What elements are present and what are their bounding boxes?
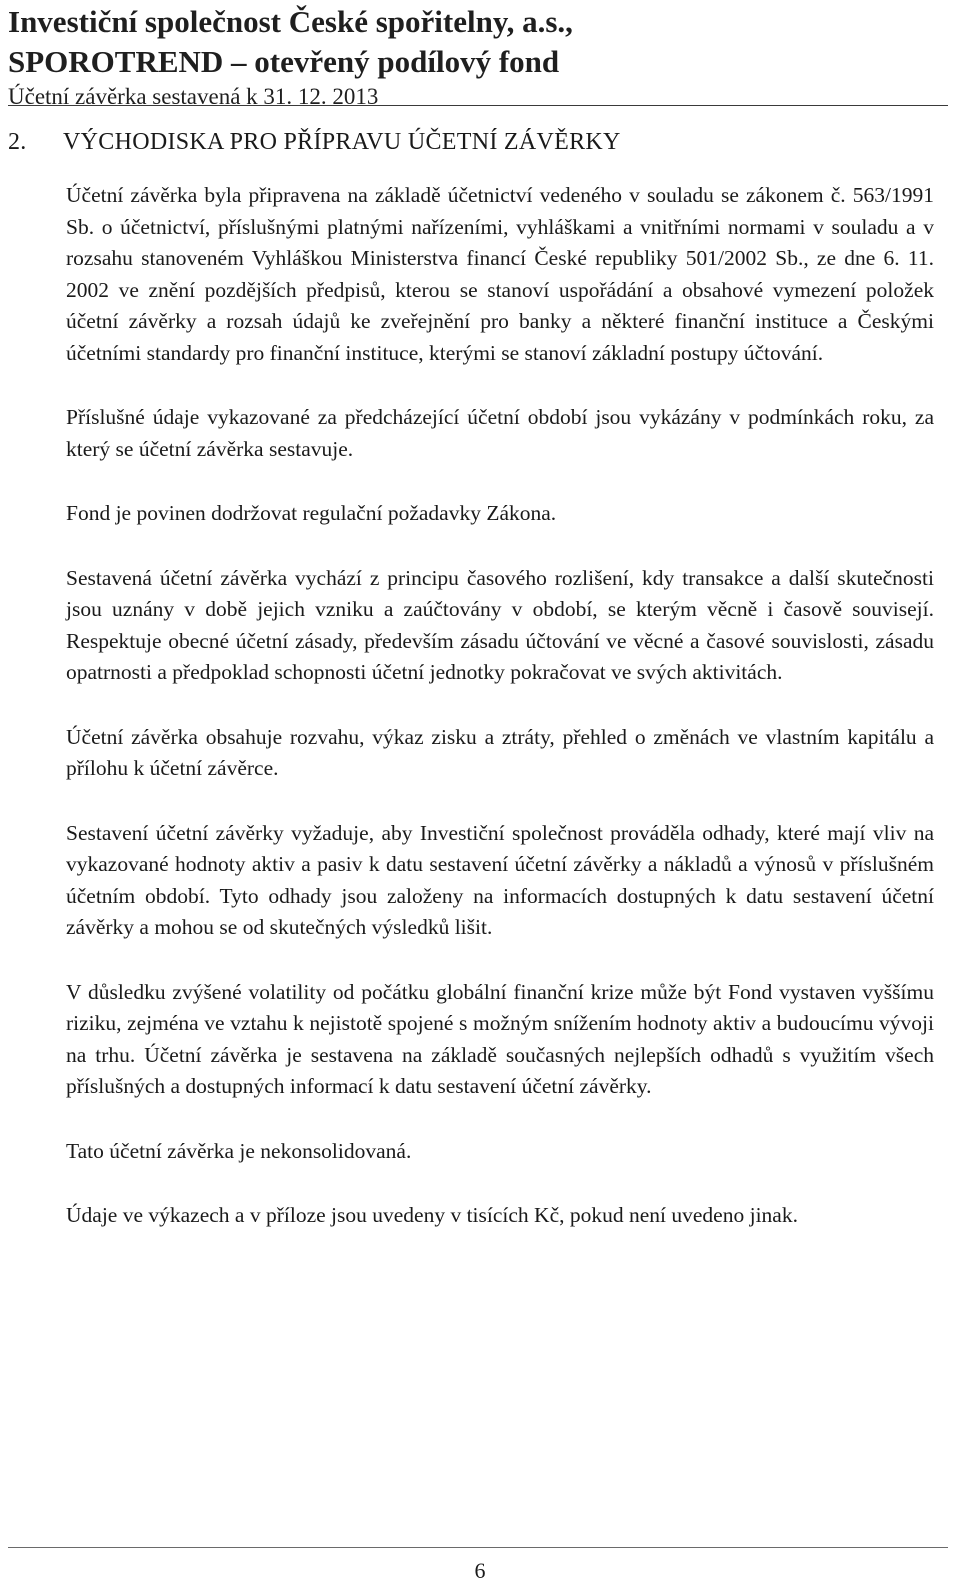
paragraph-units: Údaje ve výkazech a v příloze jsou uvedeny v tisících Kč, pokud není uvedeno jinak.: [66, 1203, 798, 1227]
fund-name: SPOROTREND – otevřený podílový fond: [8, 44, 560, 79]
section-heading: [8, 126, 621, 158]
document-header: [8, 2, 948, 112]
section-title: VÝCHODISKA PRO PŘÍPRAVU ÚČETNÍ ZÁVĚRKY: [63, 129, 621, 155]
paragraph-regulatory-requirements: Fond je povinen dodržovat regulační požadavky Zákona.: [66, 501, 557, 525]
section-number: 2.: [8, 129, 27, 155]
section-body: [66, 180, 934, 1265]
paragraph-comparative-data: Příslušné údaje vykazované za předcházející účetní období jsou vykázány v podmínkách roku, za který se účetní závěrka sestavuje.: [66, 405, 934, 461]
company-name: Investiční společnost České spořitelny, a.s.,: [8, 4, 573, 39]
paragraph-non-consolidated: Tato účetní závěrka je nekonsolidovaná.: [66, 1138, 412, 1163]
paragraph-estimates: Sestavení účetní závěrky vyžaduje, aby Investiční společnost prováděla odhady, které mají vliv na vykazované hodnoty aktiv a pasiv k datu sestavení účetní závěrky a nákladů a výnosů v příslušném účetním období. Tyto odhady jsou založeny na informacích dostupných k datu sestavení účetní závěrky a mohou se od skutečných výsledků lišit.: [66, 820, 934, 939]
paragraph-basis-of-preparation: Účetní závěrka byla připravena na základě účetnictví vedeného v souladu se zákonem č. 563/1991 Sb. o účetnictví, příslušnými platnými nařízeními, vyhláškami a vnitřními normami v souladu a v rozsahu stanoveném Vyhláškou Ministerstva financí České republiky 501/2002 Sb., ze dne 6. 11. 2002 ve znění pozdějších předpisů, kterou se stanoví uspořádání a obsahové vymezení položek účetní závěrky a rozsah údajů ke zveřejnění pro banky a některé finanční instituce a Českými účetními standardy pro finanční instituce, kterými se stanoví základní postupy účtování.: [66, 183, 934, 365]
header-divider: [8, 105, 948, 106]
paragraph-accrual-principle: Sestavená účetní závěrka vychází z principu časového rozlišení, kdy transakce a další skutečnosti jsou uznány v době jejich vzniku a zaúčtovány v období, se kterým věcně i časově souvisejí. Respektuje obecné účetní zásady, především zásadu účtování ve věcné a časové souvislosti, zásadu opatrnosti a předpoklad schopnosti účetní jednotky pokračovat ve svých aktivitách.: [66, 565, 934, 684]
footer-divider: [8, 1547, 948, 1548]
report-date-line: Účetní závěrka sestavená k 31. 12. 2013: [8, 84, 379, 109]
paragraph-statement-components: Účetní závěrka obsahuje rozvahu, výkaz zisku a ztráty, přehled o změnách ve vlastním kapitálu a přílohu k účetní závěrce.: [66, 724, 934, 780]
page-number: 6: [474, 1558, 486, 1583]
paragraph-volatility-risk: V důsledku zvýšené volatility od počátku globální finanční krize může být Fond vystaven vyššímu riziku, zejména ve vztahu k nejistotě spojené s možným snížením hodnoty aktiv a budoucímu vývoji na trhu. Účetní závěrka je sestavena na základě současných nejlepších odhadů s využitím všech příslušných a dostupných informací k datu sestavení účetní závěrky.: [66, 979, 934, 1098]
